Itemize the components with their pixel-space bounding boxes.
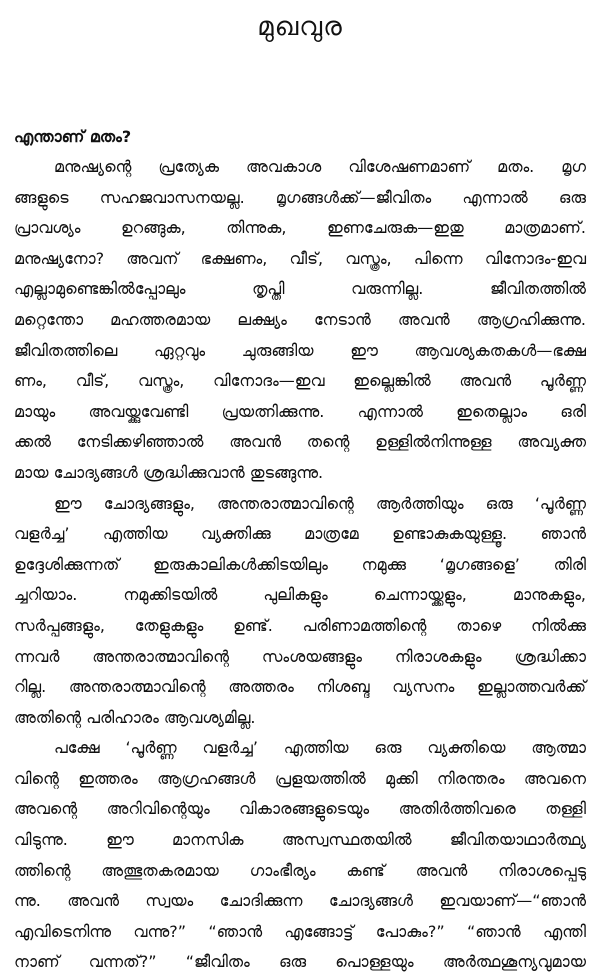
text-line: ന്നവർ അന്തരാത്മാവിന്റെ സംശയങ്ങളും നിരാശകളും ശ്രദ്ധിക്കാ <box>14 646 586 666</box>
text-line: മായ ചോദ്യങ്ങൾ ശ്രദ്ധിക്കുവാൻ തുടങ്ങുന്നു. <box>14 462 324 482</box>
text-line: പക്ഷേ ‘പൂർണ്ണ വളർച്ച’ എത്തിയ ഒരു വ്യക്തിയെ ആത്മാ <box>54 738 586 758</box>
text-line: ന്നു. അവൻ സ്വയം ചോദിക്കുന്ന ചോദ്യങ്ങൾ ഇവയാണ്—“ഞാൻ <box>14 891 586 911</box>
text-line: ജീവിതത്തിലെ ഏറ്റവും ചുരുങ്ങിയ ഈ ആവശ്യകതകൾ—ഭക്ഷ <box>14 340 586 360</box>
paragraph <box>14 733 586 978</box>
text-line: എല്ലാമുണ്ടെങ്കിൽപ്പോലും തൃപ്തി വരുന്നില്ല. ജീവിതത്തിൽ <box>14 279 586 299</box>
text-line: ങ്ങളുടെ സഹജവാസനയല്ല. മൃഗങ്ങൾക്ക്—ജീവിതം എന്നാൽ ഒരു <box>14 187 586 207</box>
text-line: ത്തിന്റെ അത്ഭുതകരമായ ഗാംഭീര്യം കണ്ട് അവൻ നിരാശപ്പെടു <box>14 860 586 880</box>
text-line: അതിന്റെ പരിഹാരം ആവശ്യമില്ല. <box>14 707 256 727</box>
text-line: ച്ചറിയാം. നമുക്കിടയിൽ പുലികളും ചെന്നായ്ക്കളും, മാനുകളും, <box>14 585 586 605</box>
section-heading: എന്താണ് മതം? <box>14 127 132 146</box>
text-line: വിടുന്നു. ഈ മാനസിക അസ്വസ്ഥതയിൽ ജീവിതയാഥാർത്ഥ്യ <box>14 830 586 850</box>
text-line: മായും അവയ്ക്കുവേണ്ടി പ്രയത്നിക്കുന്നു. എന്നാൽ ഇതെല്ലാം ഒരി <box>14 401 586 421</box>
text-line: സർപ്പങ്ങളും, തേളുകളും ഉണ്ട്. പരിണാമത്തിന്റെ താഴെ നിൽക്കു <box>14 615 586 635</box>
paragraph <box>14 489 586 734</box>
page-title: മുഖവുര <box>257 12 343 42</box>
text-line: വളർച്ച’ എത്തിയ വ്യക്തിക്കു മാത്രമേ ഉണ്ടാകുകയുള്ളൂ. ഞാൻ <box>14 524 586 544</box>
paragraph <box>14 152 586 489</box>
text-line: മനുഷ്യന്റെ പ്രത്യേക അവകാശ വിശേഷണമാണ് മതം. മൃഗ <box>54 157 586 176</box>
text-line: അവന്റെ അറിവിന്റെയും വികാരങ്ങളുടെയും അതിർത്തിവരെ തള്ളി <box>14 799 586 819</box>
text-line: മറ്റെന്തോ മഹത്തരമായ ലക്ഷ്യം നേടാൻ അവൻ ആഗ്രഹിക്കുന്നു. <box>14 309 586 329</box>
text-line: നാണ് വന്നത്?” “ജീവിതം ഒരു പൊള്ളയും അർത്ഥശൂന്യവുമായ <box>14 952 586 972</box>
text-line: ഈ ചോദ്യങ്ങളും, അന്തരാത്മാവിന്റെ ആർത്തിയും ഒരു ‘പൂർണ്ണ <box>54 493 586 513</box>
text-line: ണം, വീട്, വസ്ത്രം, വിനോദം—ഇവ ഇല്ലെങ്കിൽ അവൻ പൂർണ്ണ <box>14 371 586 391</box>
text-line: വിന്റെ ഇത്തരം ആഗ്രഹങ്ങൾ പ്രളയത്തിൽ മുക്കി നിരന്തരം അവനെ <box>14 768 586 788</box>
title-spacer <box>14 62 586 122</box>
text-line: എവിടെനിന്നു വന്നു?” “ഞാൻ എങ്ങോട്ട് പോകും?” “ഞാൻ എന്തി <box>14 921 586 941</box>
text-line: റില്ല. അന്തരാത്മാവിന്റെ അത്തരം നിശബ്ദ വ്യസനം ഇല്ലാത്തവർക്ക് <box>14 677 586 697</box>
text-line: പ്രാവശ്യം ഉറങ്ങുക, തിന്നുക, ഇണചേരുക—ഇതു മാത്രമാണ്. <box>14 218 586 238</box>
body-text <box>14 152 586 978</box>
text-line: ക്കൽ നേടിക്കഴിഞ്ഞാൽ അവൻ തന്റെ ഉള്ളിൽനിന്നുള്ള അവ്യക്ത <box>14 432 586 452</box>
text-line: മനുഷ്യനോ? അവന് ഭക്ഷണം, വീട്, വസ്ത്രം, പിന്നെ വിനോദം-ഇവ <box>14 248 586 268</box>
text-line: ഉദ്ദേശിക്കുന്നത് ഇരുകാലികൾക്കിടയിലും നമുക്കു ‘മൃഗങ്ങളെ’ തിരി <box>14 554 586 574</box>
